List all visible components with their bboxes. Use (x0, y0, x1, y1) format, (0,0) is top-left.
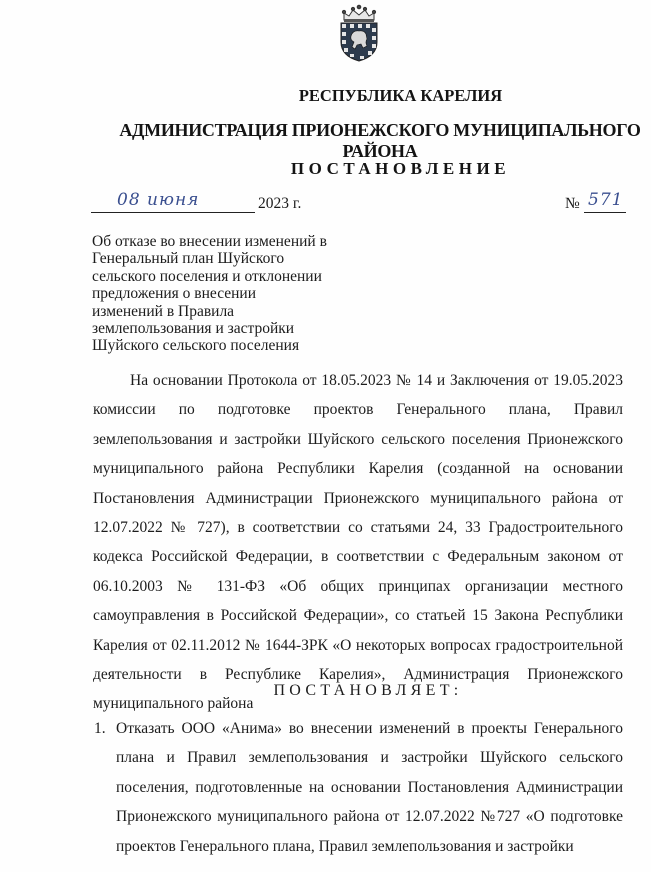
document-type-heading: ПОСТАНОВЛЕНИЕ (290, 159, 511, 178)
subject-line: Генеральный план Шуйского (92, 250, 285, 268)
year-label: 2023 г. (258, 195, 302, 212)
subject-line: Об отказе во внесении изменений в (92, 233, 327, 250)
subject-line: изменений в Правила (92, 302, 235, 320)
shield-icon (341, 23, 377, 61)
crown-icon (342, 5, 375, 22)
preamble-paragraph: На основании Протокола от 18.05.2023 № 14 и Заключения от 19.05.2023 комиссии по подготовке проектов Генерального плана, Правил землепользования и застройки Шуйского сельского поселения Прионежского муниципального района Республики Карелия (созданной на основании Постановления Администрации Прионежского муниципального района от 12.07.2022 № 727), в соответствии со статьями 24, 33 Градостроительного кодекса Российской Федерации, в соответствии с Федеральным законом от 06.10.2003 № 131-ФЗ «Об общих принципах организации местного самоуправления в Российской Федерации», со статьей 15 Закона Республики Карелия от 02.11.2012 № 1644-ЗРК «О некоторых вопросах градостроительной деятельности в Республике Карелия», Администрация Прионежского муниципального района (93, 372, 623, 713)
coat-of-arms-emblem (336, 4, 382, 62)
item-number: 1. (94, 720, 106, 737)
subject-block (92, 233, 392, 355)
republic-heading: РЕСПУБЛИКА КАРЕЛИЯ (298, 86, 503, 105)
number-field (584, 190, 626, 213)
handwritten-number: 571 (588, 190, 624, 210)
subject-line: землепользования и застройки (92, 320, 295, 338)
subject-line: предложения о внесении (92, 285, 257, 303)
subject-line: сельского поселения и отклонении (92, 267, 322, 285)
date-field (91, 190, 255, 213)
resolves-heading: ПОСТАНОВЛЯЕТ: (273, 682, 463, 699)
item-text: Отказать ООО «Анима» во внесении изменений в проекты Генерального плана и Правил землепользования и застройки Шуйского сельского поселения, подготовленные на основании Постановления Администрации Прионежского муниципального района от 12.07.2022 №727 «О подготовке проектов Генерального плана, Правил землепользования и застройки (116, 720, 623, 855)
administration-heading: АДМИНИСТРАЦИЯ ПРИОНЕЖСКОГО МУНИЦИПАЛЬНОГО РАЙОНА (119, 120, 641, 161)
handwritten-date: 08 июня (117, 190, 200, 210)
subject-line: Шуйского сельского поселения (92, 337, 300, 355)
number-label: № (565, 195, 580, 212)
resolution-item (94, 714, 623, 861)
